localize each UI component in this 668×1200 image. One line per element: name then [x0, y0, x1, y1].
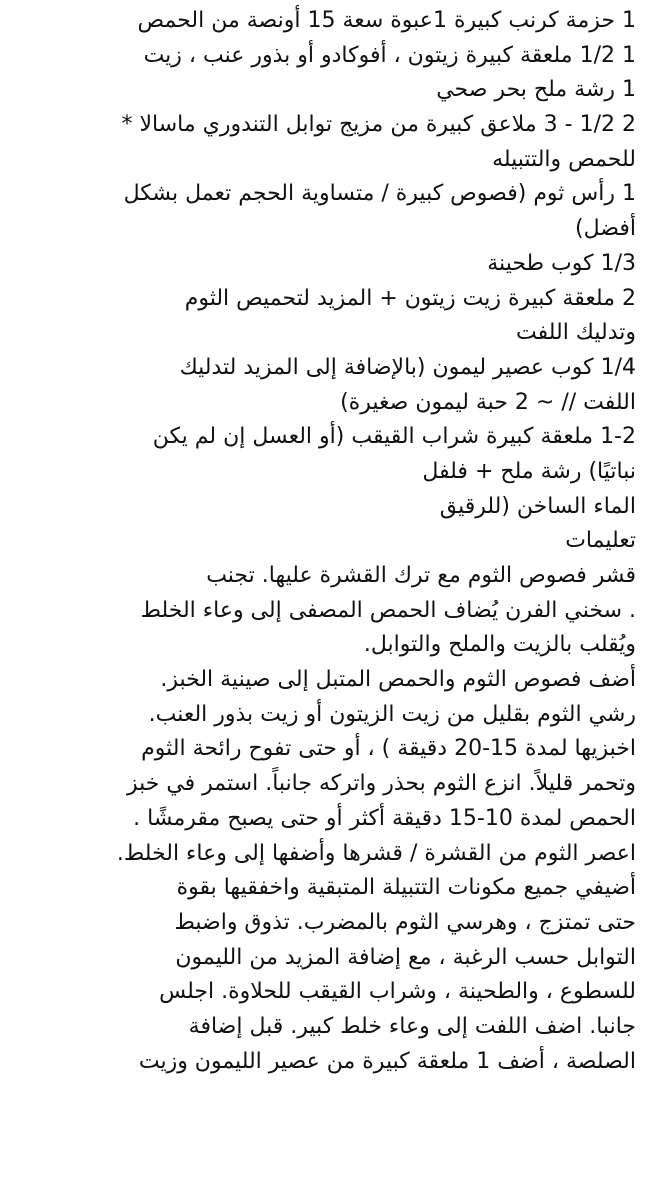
instruction-line: أضيفي جميع مكونات التتبيلة المتبقية واخفقيها بقوة [176, 875, 636, 901]
instruction-line: اخبزيها لمدة 15-20 دقيقة ) ، أو حتى تفوح رائحة الثوم [141, 736, 636, 762]
ingredient-line: 1 رأس ثوم (فصوص كبيرة / متساوية الحجم تعمل بشكل [123, 181, 636, 207]
instruction-line: ويُقلب بالزيت والملح والتوابل. [363, 632, 636, 658]
ingredient-line: للحمص والتتبيله [492, 146, 636, 172]
instruction-line: جانبا. اضف اللفت إلى وعاء خلط كبير. قبل إضافة [188, 1013, 636, 1039]
ingredient-line: الماء الساخن (للرقيق [439, 493, 636, 519]
ingredient-line: 1/4 كوب عصير ليمون (بالإضافة إلى المزيد لتدليك [179, 354, 636, 380]
instruction-line: أضف فصوص الثوم والحمص المتبل إلى صينية الخبز. [160, 667, 636, 693]
ingredient-line: أفضل) [575, 216, 636, 242]
instruction-line: للسطوع ، والطحينة ، وشراب القيقب للحلاوة. اجلس [159, 979, 636, 1005]
instruction-line: التوابل حسب الرغبة ، مع إضافة المزيد من الليمون [175, 944, 636, 970]
instruction-line: . سخني الفرن يُضاف الحمص المصفى إلى وعاء الخلط [140, 597, 636, 623]
ingredient-line: 2 ملعقة كبيرة زيت زيتون + المزيد لتحميص الثوم [184, 285, 636, 311]
ingredient-line: 1 1/2 ملعقة كبيرة زيتون ، أفوكادو أو بذور عنب ، زيت [143, 42, 636, 68]
instruction-line: قشر فصوص الثوم مع ترك القشرة عليها. تجنب [206, 563, 636, 588]
ingredient-line: نباتيًا) رشة ملح + فلفل [422, 458, 636, 484]
instruction-line: اعصر الثوم من القشرة / قشرها وأضفها إلى وعاء الخلط. [116, 840, 636, 866]
instruction-line: رشي الثوم بقليل من زيت الزيتون أو زيت بذور العنب. [148, 701, 636, 727]
instructions-heading: تعليمات [565, 528, 636, 554]
instruction-line: الحمص لمدة 10-15 دقيقة أكثر أو حتى يصبح مقرمشًا . [133, 805, 636, 831]
instruction-line: وتحمر قليلاً. انزع الثوم بحذر واتركه جانباً. استمر في خبز [126, 771, 636, 797]
ingredient-line: 1 حزمة كرنب كبيرة 1عبوة سعة 15 أونصة من الحمص [137, 8, 636, 33]
instruction-line: الصلصة ، أضف 1 ملعقة كبيرة من عصير الليمون وزيت [138, 1048, 636, 1074]
ingredient-line: 1 رشة ملح بحر صحي [436, 77, 636, 103]
instruction-line: حتى تمتزج ، وهرسي الثوم بالمضرب. تذوق واضبط [174, 909, 636, 935]
ingredient-line: وتدليك اللفت [515, 320, 636, 346]
ingredient-line: اللفت // ~ 2 حبة ليمون صغيرة) [340, 389, 636, 415]
ingredient-line: 2 1/2 - 3 ملاعق كبيرة من مزيج توابل التندوري ماسالا * [121, 112, 636, 138]
ingredient-line: 1-2 ملعقة كبيرة شراب القيقب (أو العسل إن لم يكن [152, 424, 636, 450]
ingredient-line: 1/3 كوب طحينة [487, 250, 636, 276]
